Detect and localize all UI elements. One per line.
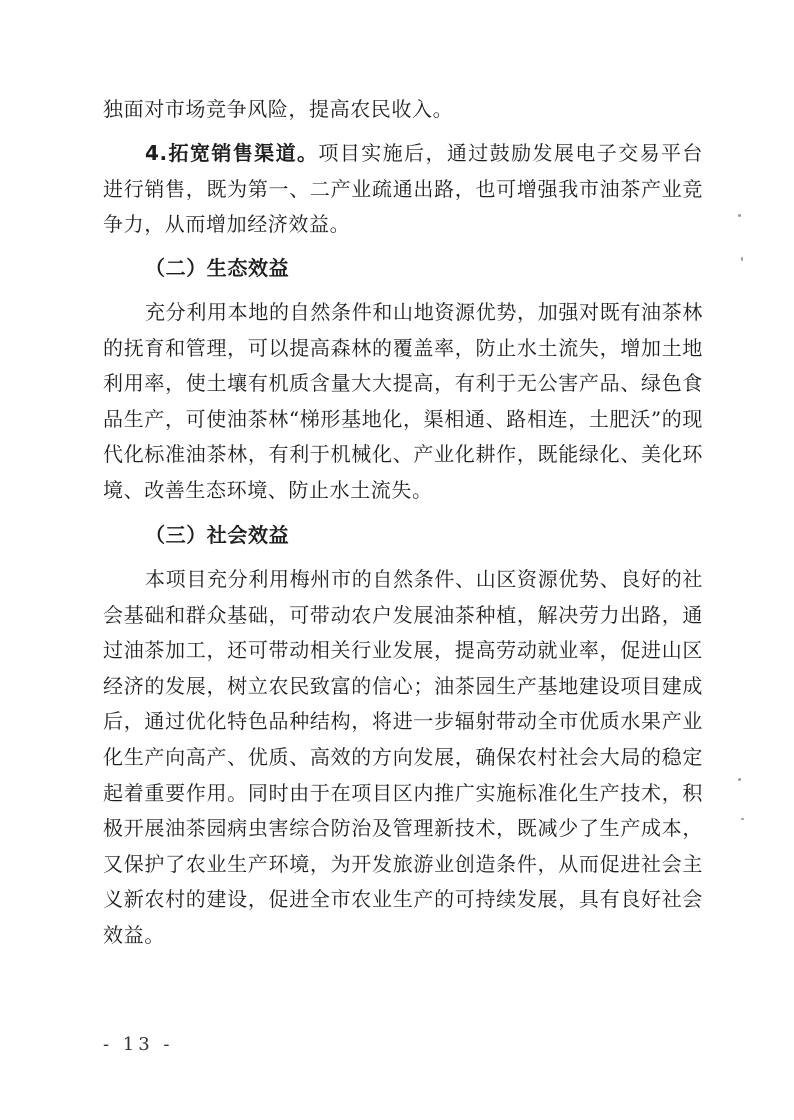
paragraph-continuation: 独面对市场竞争风险，提高农民收入。 [103, 97, 454, 121]
scan-speck [741, 257, 743, 261]
paragraph-ecological: 充分利用本地的自然条件和山地资源优势，加强对既有油茶林的抚育和管理，可以提高森林的覆盖率，防止水土流失，增加土地利用率，使土壤有机质含量大大提高，有利于无公害产品、绿色食品生产，可使油茶林“梯形基地化，渠相通、路相连，土肥沃”的现代化标准油茶林，有利于机械化、产业化耕作，既能绿化、美化环境、改善生态环境、防止水土流失。 [103, 300, 703, 502]
scan-speck [741, 818, 744, 820]
paragraph-lead-heading: 4.拓宽销售渠道。 [145, 141, 319, 165]
paragraph-social: 本项目充分利用梅州市的自然条件、山区资源优势、良好的社会基础和群众基础，可带动农户发展油茶种植，解决劳力出路，通过油茶加工，还可带动相关行业发展，提高劳动就业率，促进山区经济的发展，树立农民致富的信心；油茶园生产基地建设项目建成后，通过优化特色品种结构，将进一步辐射带动全市优质水果产业化生产向高产、优质、高效的方向发展，确保农村社会大局的稳定起着重要作用。同时由于在项目区内推广实施标准化生产技术，积极开展油茶园病虫害综合防治及管理新技术，既减少了生产成本，又保护了农业生产环境，为开发旅游业创造条件，从而促进社会主义新农村的建设，促进全市农业生产的可持续发展，具有良好社会效益。 [103, 567, 703, 947]
scan-speck [738, 778, 741, 781]
paragraph-body: 项目实施后，通过鼓励发展电子交易平台进行销售，既为第一、二产业疏通出路，也可增强我市油茶产业竞争力，从而增加经济效益。 [103, 141, 703, 237]
scan-speck [738, 214, 741, 217]
section-heading-social: （三）社会效益 [145, 523, 290, 547]
page-number: - 13 - [103, 1034, 174, 1055]
section-heading-ecological: （二）生态效益 [145, 256, 290, 280]
paragraph-sales-channels [103, 136, 703, 243]
